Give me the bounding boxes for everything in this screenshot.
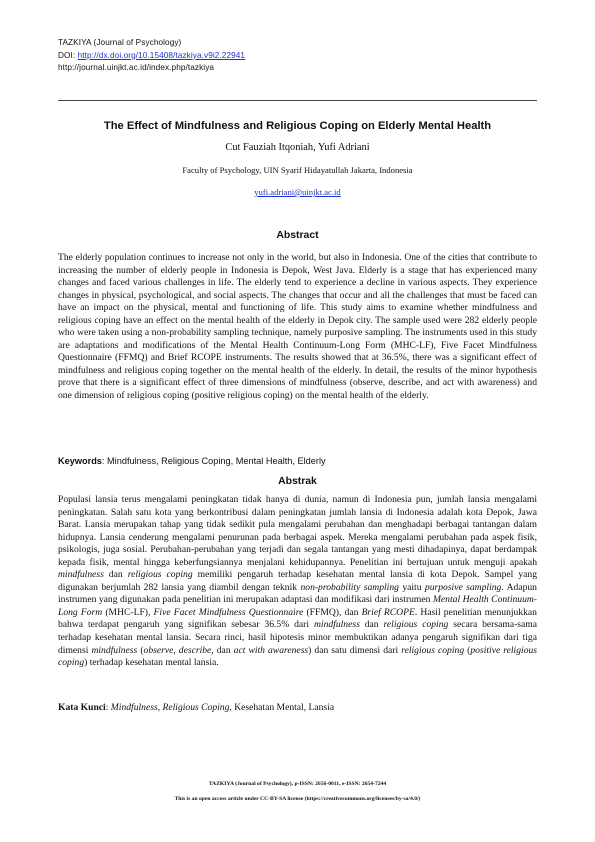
abstrak-segment: dan [213, 644, 234, 656]
abstract-heading: Abstract [276, 230, 319, 241]
kata-kunci-line [58, 702, 537, 713]
abstrak-italic-term: religious coping [401, 644, 465, 656]
kata-kunci-italic: Mindfulness, Religious Coping [110, 702, 230, 713]
abstrak-segment: ) dan satu dimensi dari [308, 644, 402, 656]
journal-header [58, 37, 245, 75]
footer-license: This is an open access article under CC-BY-SA license (https://creativecommons.org/licenses/by-sa/4.0/) [174, 796, 421, 802]
abstrak-segment: (MHC-LF), [102, 606, 154, 618]
email-link[interactable]: yufi.adriani@uinjkt.ac.id [254, 187, 341, 197]
abstrak-italic-term: observe, describe, [143, 644, 214, 656]
kata-kunci-label: Kata Kunci [58, 702, 106, 713]
doi-label: DOI: [58, 50, 78, 60]
abstrak-segment: . Adapun instrumen yang digunakan pada penelitian ini merupakan adaptasi dan modifikasi dari instrumen [58, 581, 537, 606]
abstrak-segment: ( [464, 644, 471, 656]
article-title: The Effect of Mindfulness and Religious Coping on Elderly Mental Health [103, 120, 492, 132]
keywords-line [58, 456, 537, 466]
abstrak-italic-term: mindfulness [91, 644, 138, 656]
abstract-text: The elderly population continues to increase not only in the world, but also in Indonesia. One of the cities that contribute to increasing the number of elderly people in Indonesia is Depok, West Java. Elderly is a stage that has experienced many changes and faced various challenges in life. The elderly tend to experience a decline in various aspects. They experience changes in physical, psychological, and social aspects. The changes that occur and all the challenges that must be faced can have an impact on the physical, mental and functioning of life. This study aims to examine whether mindfulness and religious coping have an effect on the mental health of the elderly in Depok city. The sample used were 282 elderly people who were taken using a non-probability sampling technique, namely purposive sampling. The instruments used in this study are adaptations and modifications of the Mental Health Continuum-Long Form (MHC-LF), Five Facet Mindfulness Questionnaire (FFMQ) and Brief RCOPE instruments. The results showed that at 36.5%, there was a significant effect of mindfulness and religious coping together on the mental health of the elderly. In detail, the results of the minor hypothesis prove that there is a significant effect of three dimensions of mindfulness (observe, describe, and act with awareness) and one dimension of religious coping (positive religious coping) on the mental health of the elderly. [58, 252, 537, 402]
abstrak-segment: dan [103, 569, 128, 581]
doi-line [58, 50, 245, 63]
abstrak-italic-term: Mental Health Continuum-Long Form [58, 594, 538, 618]
doi-link[interactable]: http://dx.doi.org/10.15408/tazkiya.v9i2.22941 [77, 50, 246, 60]
abstrak-italic-term: mindfulness [313, 619, 360, 631]
abstrak-italic-term: mindfulness [58, 569, 104, 581]
header-divider [58, 100, 537, 101]
abstrak-italic-term: positive religious coping [58, 644, 538, 669]
kata-kunci-separator: : [105, 702, 111, 713]
keywords-value: : Mindfulness, Religious Coping, Mental Health, Elderly [101, 456, 326, 466]
author-list: Cut Fauziah Itqoniah, Yufi Adriani [225, 142, 370, 153]
abstrak-italic-term: act with awareness [233, 644, 309, 656]
abstrak-italic-term: Five Facet Mindfulness Questionnaire [153, 606, 304, 618]
abstrak-italic-term: Brief RCOPE [361, 606, 415, 618]
abstrak-segment: ( [137, 644, 144, 656]
abstrak-segment: memiliki pengaruh terhadap kesehatan mental lansia di kota Depok. Sampel yang digunakan berjumlah 282 lansia yang diambil dengan teknik [58, 569, 538, 593]
footer-issn: TAZKIYA (Journal of Psychology), p-ISSN: 2656-0011, e-ISSN: 2654-7244 [208, 781, 387, 787]
abstrak-heading: Abstrak [278, 476, 317, 487]
abstrak-italic-term: purposive sampling [424, 581, 502, 593]
journal-name: TAZKIYA (Journal of Psychology) [58, 38, 182, 47]
corresponding-email [58, 187, 537, 197]
abstrak-segment: (FFMQ), dan [303, 606, 362, 618]
abstrak-italic-term: non-probability sampling [300, 581, 399, 593]
abstrak-italic-term: religious coping [383, 619, 449, 631]
journal-url[interactable]: http://journal.uinjkt.ac.id/index.php/tazkiya [58, 63, 215, 73]
author-affiliation: Faculty of Psychology, UIN Syarif Hidayatullah Jakarta, Indonesia [182, 165, 413, 175]
abstrak-segment: . Hasil penelitian menunjukkan bahwa terdapat pengaruh yang signifikan sebesar 36.5% dari [58, 606, 537, 631]
abstrak-segment: Populasi lansia terus mengalami peningkatan tidak hanya di dunia, namun di Indonesia pun, jumlah lansia mengalami peningkatan. Salah satu kota yang berkontribusi dalam peningkatan jumlah lansia di Indonesia adalah kota Depok, Jawa Barat. Lansia merupakan tahap yang tidak sedikit pula mengalami perubahan dan menghadapi berbagai tantangan dalam hidupnya. Lansia cenderung mengalami penurunan pada berbagai aspek. Mereka mengalami perubahan pada aspek fisik, psikologis, juga sosial. Perubahan-perubahan yang terjadi dan segala tantangan yang mesti dihadapinya, dapat berdampak kepada fisik, mental hingga keberfungsiannya menjalani kehidupannya. Penelitian ini bertujuan untuk menguji apakah [58, 494, 537, 568]
kata-kunci-rest: , Kesehatan Mental, Lansia [229, 702, 335, 713]
abstrak-segment: secara bersama-sama terhadap kesehatan mental lansia. Secara rinci, hasil hipotesis minor membuktikan adanya pengaruh signifikan dari tiga dimensi [58, 619, 537, 656]
abstrak-segment: yaitu [398, 581, 425, 593]
abstrak-segment: dan [359, 619, 384, 631]
abstrak-italic-term: religious coping [127, 569, 193, 581]
abstrak-text [58, 494, 537, 670]
abstrak-segment: ) terhadap kesehatan mental lansia. [84, 657, 219, 669]
keywords-label: Keywords [58, 456, 102, 466]
